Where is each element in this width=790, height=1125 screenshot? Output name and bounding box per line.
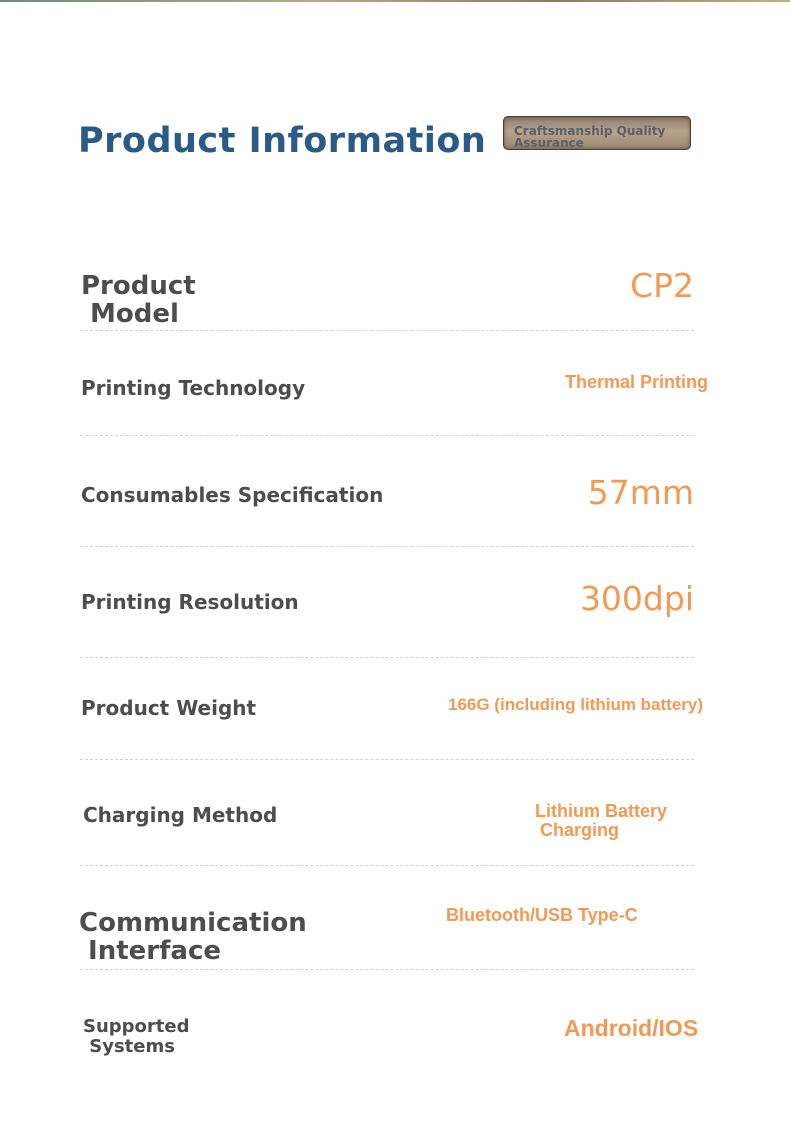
spec-value-supported-systems: Android/IOS — [564, 1015, 699, 1041]
spec-label-communication-interface — [79, 909, 307, 965]
spec-label-line: Model — [81, 299, 179, 329]
spec-value-product-model: CP2 — [630, 266, 694, 305]
spec-label-printing-technology: Printing Technology — [81, 376, 306, 400]
spec-label-product-weight: Product Weight — [81, 696, 257, 720]
spec-value-communication-interface: Bluetooth/USB Type-C — [446, 905, 638, 925]
spec-label-line: Supported — [83, 1016, 190, 1037]
row-divider — [80, 546, 694, 547]
spec-value-line: Charging — [535, 820, 619, 840]
spec-value-charging-method — [535, 802, 667, 840]
spec-label-charging-method: Charging Method — [83, 803, 278, 827]
row-divider — [80, 330, 694, 331]
spec-label-line: Interface — [79, 936, 222, 966]
spec-label-printing-resolution: Printing Resolution — [81, 590, 299, 614]
row-divider — [80, 759, 694, 760]
row-divider — [80, 969, 694, 970]
spec-label-line: Communication — [79, 908, 307, 938]
spec-value-line: Lithium Battery — [535, 801, 668, 821]
spec-value-printing-technology: Thermal Printing — [565, 372, 709, 392]
spec-label-supported-systems — [83, 1017, 190, 1057]
quality-assurance-badge — [503, 116, 691, 150]
top-decorative-strip — [0, 0, 790, 2]
row-divider — [80, 435, 694, 436]
row-divider — [80, 657, 694, 658]
spec-label-product-model — [81, 272, 196, 328]
page-title: Product Information — [78, 121, 487, 161]
badge-label: Craftsmanship Quality Assurance — [514, 124, 666, 150]
row-divider — [80, 865, 694, 866]
spec-value-consumables: 57mm — [587, 473, 694, 512]
spec-label-line: Systems — [83, 1036, 175, 1057]
spec-label-line: Product — [81, 271, 196, 301]
spec-value-product-weight: 166G (including lithium battery) — [448, 695, 704, 714]
spec-value-printing-resolution: 300dpi — [579, 579, 694, 618]
spec-label-consumables: Consumables Specification — [81, 483, 384, 507]
